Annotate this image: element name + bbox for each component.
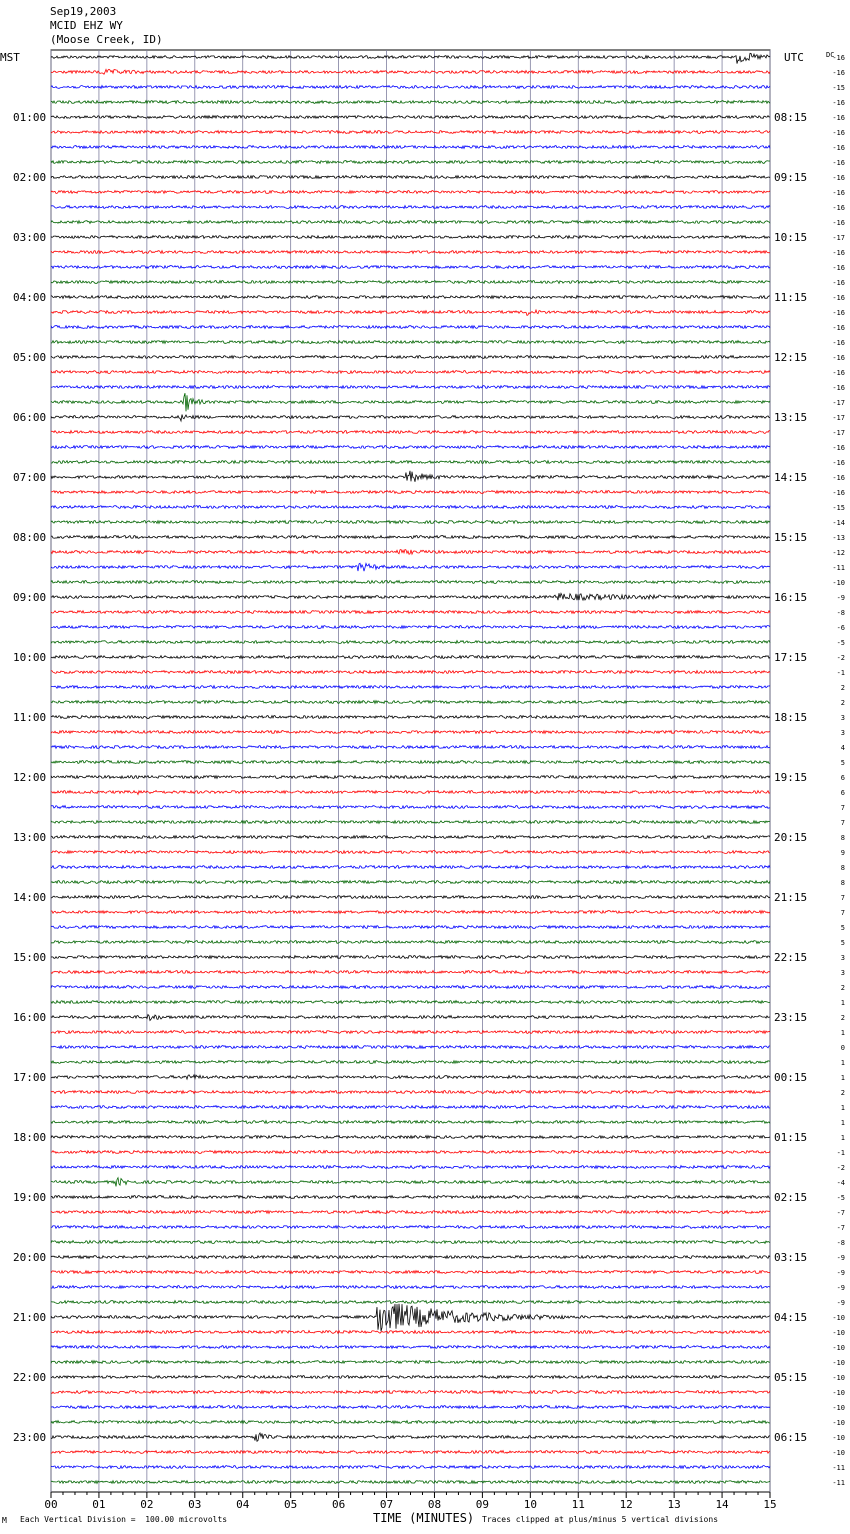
x-tick-label: 15 [763,1498,777,1511]
dc-offset-label: -2 [836,654,845,662]
dc-offset-label: -16 [832,114,845,122]
dc-offset-label: 4 [840,744,845,752]
seismic-trace [51,176,770,179]
x-axis-title: TIME (MINUTES) [373,1511,475,1525]
dc-offset-label: -7 [836,1209,845,1217]
seismic-trace [51,461,770,464]
dc-offset-label: -16 [832,294,845,302]
right-hour-label: 23:15 [774,1011,808,1024]
seismic-trace [51,221,770,224]
x-tick-label: 04 [236,1498,250,1511]
seismic-trace [51,1466,770,1469]
dc-offset-label: -16 [832,249,845,257]
left-hour-label: 04:00 [13,291,47,304]
right-hour-label: 00:15 [774,1071,808,1084]
left-hour-label: 06:00 [13,411,47,424]
right-hour-label: 05:15 [774,1371,808,1384]
left-hour-label: 03:00 [13,231,47,244]
dc-offset-label: 2 [840,699,845,707]
right-hour-label: 22:15 [774,951,808,964]
right-hour-label: 10:15 [774,231,808,244]
seismic-trace [51,1136,770,1139]
left-hour-label: 20:00 [13,1251,47,1264]
seismic-trace [51,1361,770,1364]
right-hour-label: 14:15 [774,471,808,484]
seismic-trace [51,101,770,104]
seismic-trace [51,1241,770,1244]
dc-offset-label: -9 [836,594,845,602]
dc-offset-label: -17 [832,234,845,242]
dc-offset-label: 8 [840,834,845,842]
plot-date: Sep19,2003 [50,5,117,18]
left-hour-label: 07:00 [13,471,47,484]
dc-offset-label: -10 [832,1344,845,1352]
dc-offset-label: -16 [832,54,845,62]
seismic-trace [51,1196,770,1199]
dc-offset-label: 2 [840,684,845,692]
seismic-trace [51,521,770,524]
seismic-trace [51,1075,770,1079]
seismic-trace [51,386,770,389]
dc-offset-label: 5 [840,939,845,947]
dc-offset-label: -16 [832,489,845,497]
dc-offset-label: -7 [836,1224,845,1232]
seismic-trace [51,761,770,764]
seismic-trace [51,1211,770,1214]
seismic-trace [51,776,770,779]
vertical-division-note: Each Vertical Division = 100.00 microvolts [20,1515,228,1524]
seismic-trace [51,686,770,689]
dc-offset-label: -16 [832,219,845,227]
seismic-trace [51,251,770,254]
seismic-trace [51,731,770,734]
dc-offset-label: 1 [840,1029,845,1037]
seismic-trace [51,1346,770,1349]
dc-offset-label: 8 [840,864,845,872]
right-timezone-label: UTC [784,51,804,64]
right-hour-label: 19:15 [774,771,808,784]
seismic-trace [51,941,770,944]
dc-offset-label: -10 [832,1374,845,1382]
dc-offset-label: -10 [832,1314,845,1322]
seismic-trace [51,550,770,555]
seismic-trace [51,236,770,239]
seismic-trace [51,506,770,509]
seismic-trace [51,1031,770,1034]
seismic-trace [51,1286,770,1289]
dc-offset-label: -10 [832,1359,845,1367]
seismic-trace [51,851,770,854]
seismic-trace [51,1001,770,1004]
dc-offset-label: -12 [832,549,845,557]
seismic-trace [51,536,770,539]
right-hour-label: 12:15 [774,351,808,364]
seismic-trace [51,281,770,284]
dc-offset-label: -11 [832,564,845,572]
dc-offset-label: -11 [832,1464,845,1472]
dc-offset-label: -9 [836,1254,845,1262]
label-group [13,54,845,1511]
dc-offset-label: -11 [832,1479,845,1487]
dc-offset-label: -16 [832,129,845,137]
x-tick-label: 10 [523,1498,537,1511]
seismic-trace [51,1046,770,1049]
dc-offset-label: -16 [832,189,845,197]
seismic-trace [51,911,770,914]
seismic-trace [51,926,770,929]
dc-offset-header: DC [826,51,835,59]
x-tick-label: 13 [667,1498,681,1511]
dc-offset-label: 9 [840,849,845,857]
seismic-trace [51,956,770,959]
right-hour-label: 06:15 [774,1431,808,1444]
x-tick-label: 07 [379,1498,394,1511]
left-hour-label: 22:00 [13,1371,47,1384]
dc-offset-label: -16 [832,384,845,392]
dc-offset-label: -16 [832,204,845,212]
dc-offset-label: 3 [840,729,845,737]
dc-offset-label: -16 [832,144,845,152]
left-hour-label: 02:00 [13,171,47,184]
x-tick-label: 01 [92,1498,106,1511]
dc-offset-label: 1 [840,1119,845,1127]
seismic-trace [51,1271,770,1274]
x-tick-label: 08 [427,1498,442,1511]
dc-offset-label: -5 [836,1194,845,1202]
dc-offset-label: 0 [840,1044,845,1052]
dc-offset-label: 6 [840,789,845,797]
seismic-trace [51,986,770,989]
seismic-trace [51,371,770,374]
right-hour-label: 16:15 [774,591,808,604]
seismic-trace [51,1061,770,1064]
x-tick-label: 03 [188,1498,202,1511]
dc-offset-label: -16 [832,459,845,467]
left-hour-label: 13:00 [13,831,47,844]
dc-offset-label: -16 [832,339,845,347]
seismic-trace [51,716,770,719]
dc-offset-label: -10 [832,579,845,587]
seismic-trace [51,746,770,749]
dc-offset-label: 7 [840,819,845,827]
dc-offset-label: 1 [840,999,845,1007]
dc-offset-label: 7 [840,804,845,812]
dc-offset-label: 5 [840,924,845,932]
seismic-trace [51,671,770,674]
dc-offset-label: -16 [832,324,845,332]
right-hour-label: 15:15 [774,531,808,544]
seismic-trace [51,431,770,434]
seismic-trace [51,86,770,89]
seismic-trace [51,1121,770,1124]
x-tick-label: 12 [619,1498,633,1511]
dc-offset-label: 3 [840,969,845,977]
dc-offset-label: -16 [832,69,845,77]
dc-offset-label: 3 [840,954,845,962]
seismic-trace [51,296,770,299]
seismic-trace [51,626,770,629]
seismic-trace [51,896,770,899]
dc-offset-label: -10 [832,1449,845,1457]
left-hour-label: 01:00 [13,111,47,124]
dc-offset-label: -5 [836,639,845,647]
station-code: MCID EHZ WY [50,19,123,32]
dc-offset-label: 2 [840,1089,845,1097]
seismic-trace [51,701,770,704]
left-hour-label: 19:00 [13,1191,47,1204]
left-hour-label: 08:00 [13,531,47,544]
dc-offset-label: -10 [832,1434,845,1442]
seismic-trace [51,1301,770,1304]
dc-offset-label: 1 [840,1134,845,1142]
left-hour-label: 23:00 [13,1431,47,1444]
seismic-trace [51,356,770,359]
right-hour-label: 02:15 [774,1191,808,1204]
seismic-trace [51,806,770,809]
seismic-trace [51,1166,770,1169]
seismic-trace [51,446,770,449]
dc-offset-label: -16 [832,309,845,317]
dc-offset-label: 7 [840,909,845,917]
seismic-trace [51,1226,770,1229]
seismic-trace [51,641,770,644]
dc-offset-label: -6 [836,624,845,632]
right-hour-label: 04:15 [774,1311,808,1324]
left-hour-label: 14:00 [13,891,47,904]
right-hour-label: 03:15 [774,1251,808,1264]
right-hour-label: 08:15 [774,111,808,124]
dc-offset-label: 1 [840,1059,845,1067]
seismic-trace [51,326,770,329]
seismic-trace [51,563,770,571]
dc-offset-label: -16 [832,264,845,272]
seismic-trace [51,1091,770,1094]
seismic-trace [51,393,770,411]
seismic-trace [51,471,770,482]
seismic-trace [51,1106,770,1109]
dc-offset-label: -1 [836,669,845,677]
seismic-trace [51,821,770,824]
seismic-trace [51,1376,770,1379]
right-hour-label: 13:15 [774,411,808,424]
dc-offset-label: -15 [832,84,845,92]
left-hour-label: 21:00 [13,1311,47,1324]
dc-offset-label: -16 [832,444,845,452]
dc-offset-label: -4 [836,1179,845,1187]
seismic-trace [51,1406,770,1409]
left-hour-label: 10:00 [13,651,47,664]
left-hour-label: 12:00 [13,771,47,784]
seismic-trace [51,131,770,134]
right-hour-label: 11:15 [774,291,808,304]
dc-offset-label: 1 [840,1074,845,1082]
seismic-trace [51,191,770,194]
right-hour-label: 09:15 [774,171,808,184]
trace-group [51,53,770,1483]
x-tick-label: 05 [284,1498,298,1511]
dc-offset-label: 2 [840,1014,845,1022]
dc-offset-label: -10 [832,1404,845,1412]
right-hour-label: 01:15 [774,1131,808,1144]
dc-offset-label: -17 [832,414,845,422]
left-hour-label: 18:00 [13,1131,47,1144]
seismic-trace [51,593,770,600]
clip-note: Traces clipped at plus/minus 5 vertical divisions [482,1515,719,1524]
dc-offset-label: 6 [840,774,845,782]
right-hour-label: 21:15 [774,891,808,904]
seismic-trace [51,1331,770,1334]
seismic-trace [51,310,770,315]
dc-offset-label: -9 [836,1284,845,1292]
seismic-trace [51,1421,770,1424]
seismic-trace [51,581,770,584]
dc-offset-label: -9 [836,1269,845,1277]
dc-offset-label: -15 [832,504,845,512]
dc-offset-label: -9 [836,1299,845,1307]
seismic-trace [51,1015,770,1021]
station-location: (Moose Creek, ID) [50,33,163,46]
seismic-trace [51,971,770,974]
dc-offset-label: -16 [832,474,845,482]
x-tick-label: 11 [571,1498,585,1511]
dc-offset-label: 2 [840,984,845,992]
dc-offset-label: -17 [832,399,845,407]
dc-offset-label: 8 [840,879,845,887]
seismic-trace [51,1151,770,1154]
x-tick-label: 02 [140,1498,154,1511]
left-hour-label: 11:00 [13,711,47,724]
seismic-trace [51,146,770,149]
dc-offset-label: -8 [836,1239,845,1247]
seismic-trace [51,866,770,869]
scale-marker: M [2,1516,7,1525]
dc-offset-label: 1 [840,1104,845,1112]
seismic-trace [51,1178,770,1187]
left-hour-label: 09:00 [13,591,47,604]
left-hour-label: 05:00 [13,351,47,364]
dc-offset-label: -16 [832,99,845,107]
right-hour-label: 18:15 [774,711,808,724]
seismic-trace [51,206,770,209]
seismic-trace [51,415,770,421]
dc-offset-label: -8 [836,609,845,617]
x-tick-label: 00 [44,1498,58,1511]
seismic-trace [51,491,770,494]
seismic-trace [51,1391,770,1394]
dc-offset-label: -1 [836,1149,845,1157]
dc-offset-label: -16 [832,354,845,362]
right-hour-label: 20:15 [774,831,808,844]
x-tick-label: 09 [475,1498,490,1511]
dc-offset-label: -2 [836,1164,845,1172]
dc-offset-label: 5 [840,759,845,767]
right-hour-label: 17:15 [774,651,808,664]
dc-offset-label: -13 [832,534,845,542]
dc-offset-label: -17 [832,429,845,437]
seismic-trace [51,611,770,614]
dc-offset-label: 3 [840,714,845,722]
dc-offset-label: -16 [832,159,845,167]
dc-offset-label: -14 [832,519,845,527]
left-timezone-label: MST [0,51,20,64]
seismic-trace [51,836,770,839]
seismic-trace [51,1304,770,1331]
seismic-trace [51,1481,770,1484]
seismic-trace [51,116,770,119]
seismic-trace [51,53,770,63]
dc-offset-label: -16 [832,279,845,287]
x-tick-label: 06 [331,1498,346,1511]
dc-offset-label: -10 [832,1389,845,1397]
seismic-trace [51,341,770,344]
dc-offset-label: 7 [840,894,845,902]
left-hour-label: 17:00 [13,1071,47,1084]
left-hour-label: 15:00 [13,951,47,964]
seismic-trace [51,266,770,269]
dc-offset-label: -16 [832,174,845,182]
seismic-trace [51,1256,770,1259]
seismic-trace [51,161,770,164]
dc-offset-label: -10 [832,1329,845,1337]
seismic-trace [51,1433,770,1441]
dc-offset-label: -10 [832,1419,845,1427]
seismic-trace [51,69,770,74]
dc-offset-label: -16 [832,369,845,377]
seismic-trace [51,791,770,795]
seismic-trace [51,1451,770,1454]
seismic-trace [51,656,770,659]
left-hour-label: 16:00 [13,1011,47,1024]
seismic-trace [51,881,770,884]
x-tick-label: 14 [715,1498,729,1511]
